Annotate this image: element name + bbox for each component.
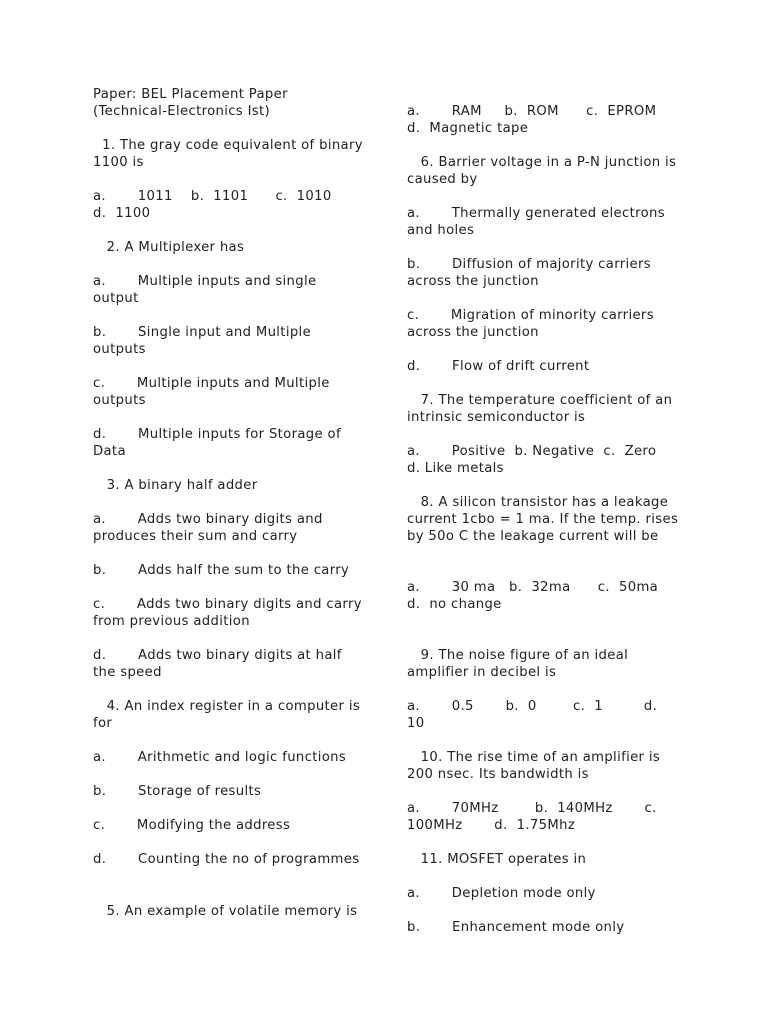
question-7-options: a. Positive b. Negative c. Zero d. Like metals bbox=[407, 444, 670, 476]
question-2-option-a: a. Multiple inputs and single output bbox=[93, 274, 322, 306]
question-4-option-a: a. Arithmetic and logic functions bbox=[93, 750, 347, 765]
question-6-option-b: b. Diffusion of majority carriers across the junction bbox=[407, 257, 656, 289]
paper-title: Paper: BEL Placement Paper bbox=[93, 87, 288, 102]
question-1-options: a. 1011 b. 1101 c. 1010 d. 1100 bbox=[93, 189, 359, 221]
question-11-option-a: a. Depletion mode only bbox=[407, 886, 596, 901]
question-4-option-b: b. Storage of results bbox=[93, 784, 262, 799]
question-9: 9. The noise figure of an ideal amplifier in decibel is bbox=[407, 648, 633, 680]
question-9-options: a. 0.5 b. 0 c. 1 d. 10 bbox=[407, 699, 667, 731]
question-11-option-b: b. Enhancement mode only bbox=[407, 920, 625, 935]
question-3-option-b: b. Adds half the sum to the carry bbox=[93, 563, 350, 578]
question-3-option-d: d. Adds two binary digits at half the speed bbox=[93, 648, 347, 680]
question-4-option-d: d. Counting the no of programmes bbox=[93, 852, 360, 867]
question-7: 7. The temperature coefficient of an intrinsic semiconductor is bbox=[407, 393, 677, 425]
question-5-options: a. RAM b. ROM c. EPROM d. Magnetic tape bbox=[407, 104, 684, 136]
question-6-option-d: d. Flow of drift current bbox=[407, 359, 590, 374]
question-3-option-c: c. Adds two binary digits and carry from previous addition bbox=[93, 597, 367, 629]
question-11: 11. MOSFET operates in bbox=[407, 852, 587, 867]
question-5: 5. An example of volatile memory is bbox=[93, 904, 358, 919]
question-1: 1. The gray code equivalent of binary 1100 is bbox=[93, 138, 368, 170]
question-6: 6. Barrier voltage in a P-N junction is caused by bbox=[407, 155, 681, 187]
question-6-option-a: a. Thermally generated electrons and holes bbox=[407, 206, 670, 238]
question-2-option-b: b. Single input and Multiple outputs bbox=[93, 325, 316, 357]
paper-subtitle: (Technical-Electronics Ist) bbox=[93, 104, 271, 119]
question-2-option-c: c. Multiple inputs and Multiple outputs bbox=[93, 376, 335, 408]
question-2: 2. A Multiplexer has bbox=[93, 240, 245, 255]
question-3-option-a: a. Adds two binary digits and produces their sum and carry bbox=[93, 512, 328, 544]
question-3: 3. A binary half adder bbox=[93, 478, 258, 493]
question-2-option-d: d. Multiple inputs for Storage of Data bbox=[93, 427, 346, 459]
question-10-options: a. 70MHz b. 140MHz c. 100MHz d. 1.75Mhz bbox=[407, 801, 666, 833]
question-4: 4. An index register in a computer is for bbox=[93, 699, 365, 731]
question-8-options: a. 30 ma b. 32ma c. 50ma d. no change bbox=[407, 580, 686, 612]
question-10: 10. The rise time of an amplifier is 200 nsec. Its bandwidth is bbox=[407, 750, 665, 782]
question-6-option-c: c. Migration of minority carriers across the junction bbox=[407, 308, 659, 340]
question-8: 8. A silicon transistor has a leakage current 1cbo = 1 ma. If the temp. rises by 50o C the leakage current will be bbox=[407, 495, 683, 544]
question-4-option-c: c. Modifying the address bbox=[93, 818, 291, 833]
